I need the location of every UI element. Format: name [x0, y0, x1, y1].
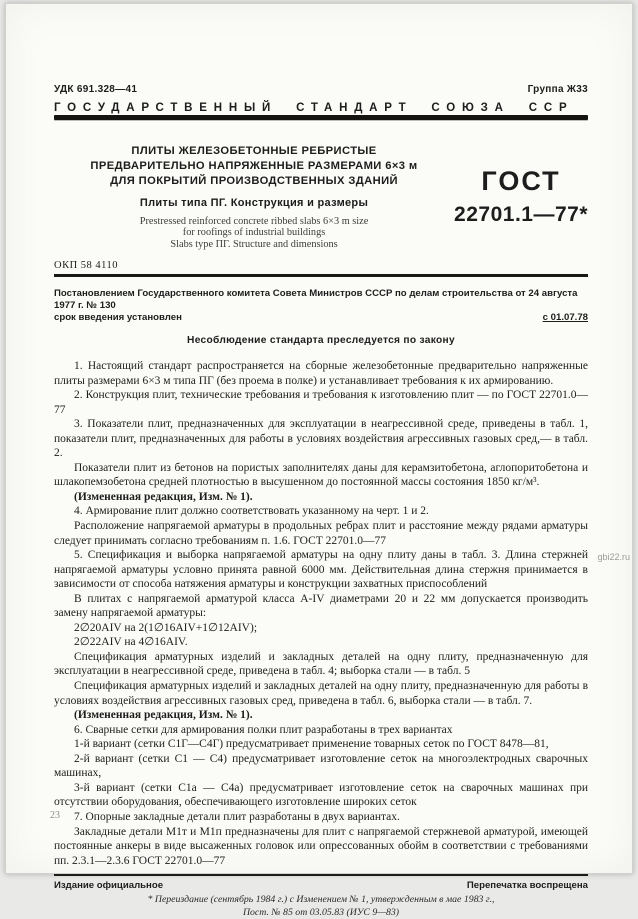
decree-block: [54, 288, 588, 324]
revision-footnote: [54, 894, 588, 919]
body-paragraph: 3-й вариант (сетки С1а — С4а) предусматривает изготовление сеток на сварочных машинах при отсутствии оборудования, обеспечивающего изготовление широких сеток: [54, 781, 588, 809]
udk-label: УДК 691.328—41: [54, 84, 138, 95]
doc-subtitle-en-line2: for roofings of industrial buildings: [182, 227, 326, 238]
reprint-prohibited-label: Перепечатка воспрещена: [466, 880, 588, 892]
official-edition-label: Издание официальное: [54, 880, 164, 892]
body-paragraph: 4. Армирование плит должно соответствовать указанному на черт. 1 и 2.: [74, 505, 429, 518]
body-paragraph: 5. Спецификация и выборка напрягаемой арматуры на одну плиту даны в табл. 3. Длина стержней напрягаемой арматуры условно принята равной 6000 мм. Действительная длина стержня принимается в зависимости от способа натяжения арматуры и конструкции захватных приспособлений: [54, 549, 588, 591]
page-content: [54, 4, 588, 918]
title-block: [54, 144, 588, 251]
doc-subtitle-en-line1: Prestressed reinforced concrete ribbed slabs 6×3 m size: [139, 215, 369, 227]
doc-subtitle-en: [54, 216, 454, 251]
body-paragraph: 3. Показатели плит, предназначенных для эксплуатации в неагрессивной среде, приведены в табл. 1, показатели плит, предназначенных для работы в условиях воздействия агрессивных газовых сред,— в табл. 2.: [54, 418, 588, 460]
doc-subtitle-ru: Плиты типа ПГ. Конструкция и размеры: [139, 196, 369, 209]
revision-footnote-line2: Пост. № 85 от 03.05.83 (ИУС 9—83): [242, 906, 400, 918]
gost-number: 22701.1—77*: [454, 202, 588, 226]
body-paragraph: Закладные детали М1т и М1п предназначены для плит с напрягаемой стержневой арматурой, имеющей постоянные анкеры в виде высаженных головок или опрессованных обойм в соответствии с требованиями пп. 2.3.1—2.3.6 ГОСТ 22701.0—77: [54, 825, 588, 867]
rebar-substitution-formula: 2∅22АIV на 4∅16АIV.: [74, 636, 188, 649]
footer-row: [54, 880, 588, 891]
body-paragraph: 2-й вариант (сетки С1 — С4) предусматривает изготовление сеток на многоэлектродных сварочных машинах,: [54, 752, 588, 780]
body-paragraph: Показатели плит из бетонов на пористых заполнителях даны для керамзитобетона, аглопоритобетона и шлакопемзобетона средней плотностью в высушенном до постоянной массы состояния 1850 кг/м³.: [54, 461, 588, 489]
body-paragraph: 7. Опорные закладные детали плит разработаны в двух вариантах.: [74, 810, 400, 823]
body-paragraph: Расположение напрягаемой арматуры в продольных ребрах плит и расстояние между рядами арматуры следует принимать согласно требованиям п. 1.6. ГОСТ 22701.0—77: [54, 520, 588, 547]
standard-org-title: ГОСУДАРСТВЕННЫЙ СТАНДАРТ СОЮЗА ССР: [54, 102, 574, 114]
scanned-page: [5, 3, 633, 918]
title-bar-rule: [54, 115, 588, 120]
body-paragraph: Спецификация арматурных изделий и закладных деталей на одну плиту, предназначенную для эксплуатации в неагрессивной среде, приведена в табл. 4; выборка стали — в табл. 5: [54, 650, 588, 678]
body-paragraph: 1. Настоящий стандарт распространяется на сборные железобетонные предварительно напряженные плиты размерами 6×3 м типа ПГ (без проема в полке) и устанавливает требования к их армированию.: [54, 360, 588, 387]
group-label: Группа Ж33: [527, 84, 588, 95]
body-paragraph: В плитах с напрягаемой арматурой класса А-IV диаметрами 20 и 22 мм допускается производить замену напрягаемой арматуры:: [54, 592, 588, 620]
doc-subtitle-en-line3: Slabs type ПГ. Structure and dimensions: [170, 238, 338, 250]
footer-rule: [54, 874, 588, 876]
body-paragraph: Спецификация арматурных изделий и закладных деталей на одну плиту, предназначенную для работы в условиях воздействия агрессивных газовых сред, приведена в табл. 6, выборка стали — в табл. 7.: [54, 680, 588, 707]
revision-footnote-line1: * Переиздание (сентябрь 1984 г.) с Изменением № 1, утвержденным в мае 1983 г.,: [147, 894, 495, 906]
decree-line2: срок введения установлен: [54, 312, 182, 323]
law-notice: Несоблюдение стандарта преследуется по закону: [187, 335, 455, 346]
amendment-note: (Измененная редакция, Изм. № 1).: [74, 709, 253, 722]
doc-title-line3: ДЛЯ ПОКРЫТИЙ ПРОИЗВОДСТВЕННЫХ ЗДАНИЙ: [110, 174, 398, 187]
classification-row: [54, 84, 588, 95]
doc-title-line2: ПРЕДВАРИТЕЛЬНО НАПРЯЖЕННЫЕ РАЗМЕРАМИ 6×3 м: [90, 159, 418, 172]
gost-label: ГОСТ: [481, 165, 561, 196]
body-paragraph: 1-й вариант (сетки С1Г—С4Г) предусматривает применение товарных сеток по ГОСТ 8478—81,: [74, 738, 549, 751]
rebar-substitution-formula: 2∅20АIV на 2(1∅16АIV+1∅12АIV);: [74, 621, 258, 634]
title-column: [54, 144, 454, 251]
decree-line1: Постановлением Государственного комитета Совета Министров СССР по делам строительства от 24 августа 1977 г. № 130: [54, 288, 578, 311]
body-text: [54, 359, 588, 868]
page-number: 23: [50, 810, 60, 821]
body-paragraph: 2. Конструкция плит, технические требования и требования к изготовлению плит — по ГОСТ 22701.0—77: [54, 389, 588, 416]
effective-date: с 01.07.78: [542, 312, 588, 323]
okp-code: ОКП 58 4110: [54, 260, 119, 271]
body-paragraph: 6. Сварные сетки для армирования полки плит разработаны в трех вариантах: [74, 723, 453, 736]
gost-column: [454, 144, 588, 251]
header-rule: [54, 274, 588, 277]
doc-title-line1: ПЛИТЫ ЖЕЛЕЗОБЕТОННЫЕ РЕБРИСТЫЕ: [131, 144, 377, 157]
decree-line2-row: [54, 312, 588, 324]
amendment-note: (Измененная редакция, Изм. № 1).: [74, 490, 253, 503]
watermark: gbi22.ru: [597, 552, 630, 562]
